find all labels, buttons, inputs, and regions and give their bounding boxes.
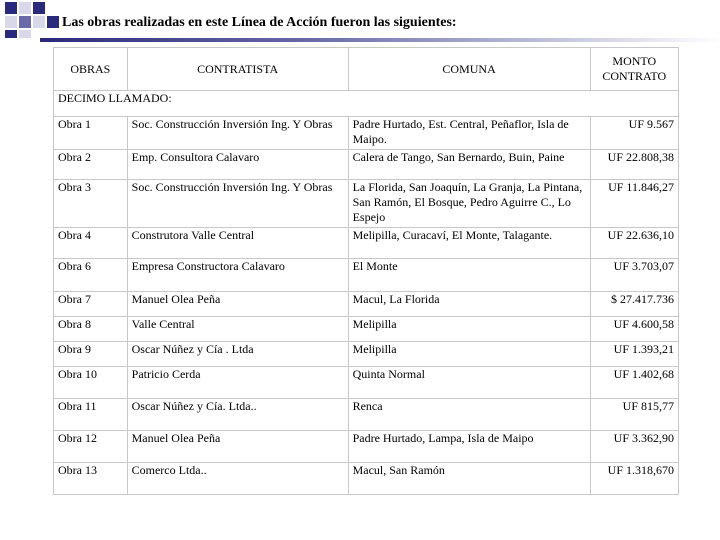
cell-contratista: Oscar Núñez y Cía . Ltda — [127, 342, 348, 367]
cell-contratista: Soc. Construcción Inversión Ing. Y Obras — [127, 117, 348, 150]
cell-contratista: Construtora Valle Central — [127, 228, 348, 259]
cell-obra: Obra 4 — [54, 228, 128, 259]
cell-monto: UF 22.808,38 — [590, 150, 678, 180]
cell-comuna: Macul, La Florida — [348, 292, 590, 317]
cell-contratista: Empresa Constructora Calavaro — [127, 259, 348, 292]
cell-obra: Obra 7 — [54, 292, 128, 317]
table-row — [54, 317, 679, 342]
section-row — [54, 91, 679, 117]
cell-obra: Obra 8 — [54, 317, 128, 342]
section-label: DECIMO LLAMADO: — [54, 91, 679, 117]
table-row — [54, 463, 679, 495]
table-row — [54, 342, 679, 367]
table-row — [54, 431, 679, 463]
cell-comuna: La Florida, San Joaquín, La Granja, La Pintana, San Ramón, El Bosque, Pedro Aguirre C., Lo Espejo — [348, 180, 590, 228]
cell-monto: UF 1.402,68 — [590, 367, 678, 399]
cell-monto: $ 27.417.736 — [590, 292, 678, 317]
cell-comuna: Melipilla, Curacaví, El Monte, Talagante. — [348, 228, 590, 259]
cell-comuna: Padre Hurtado, Est. Central, Peñaflor, Isla de Maipo. — [348, 117, 590, 150]
cell-comuna: Padre Hurtado, Lampa, Isla de Maipo — [348, 431, 590, 463]
table-row — [54, 367, 679, 399]
deco-square — [5, 2, 17, 14]
works-table — [53, 47, 679, 495]
cell-obra: Obra 6 — [54, 259, 128, 292]
cell-comuna: Renca — [348, 399, 590, 431]
cell-monto: UF 3.703,07 — [590, 259, 678, 292]
deco-square — [19, 30, 31, 38]
cell-obra: Obra 1 — [54, 117, 128, 150]
title-underline — [40, 38, 720, 42]
header-contratista: CONTRATISTA — [127, 48, 348, 91]
table-row — [54, 259, 679, 292]
cell-contratista: Patricio Cerda — [127, 367, 348, 399]
cell-obra: Obra 12 — [54, 431, 128, 463]
cell-obra: Obra 11 — [54, 399, 128, 431]
header-monto-line2: CONTRATO — [602, 69, 667, 83]
table-row — [54, 399, 679, 431]
cell-contratista: Comerco Ltda.. — [127, 463, 348, 495]
cell-contratista: Soc. Construcción Inversión Ing. Y Obras — [127, 180, 348, 228]
cell-obra: Obra 3 — [54, 180, 128, 228]
cell-comuna: El Monte — [348, 259, 590, 292]
table-row — [54, 292, 679, 317]
cell-contratista: Valle Central — [127, 317, 348, 342]
cell-comuna: Calera de Tango, San Bernardo, Buin, Paine — [348, 150, 590, 180]
cell-contratista: Manuel Olea Peña — [127, 431, 348, 463]
table-row — [54, 180, 679, 228]
table-row — [54, 228, 679, 259]
deco-square — [47, 16, 59, 28]
cell-monto: UF 22.636,10 — [590, 228, 678, 259]
table-header-row — [54, 48, 679, 91]
cell-contratista: Emp. Consultora Calavaro — [127, 150, 348, 180]
deco-square — [19, 2, 31, 14]
cell-obra: Obra 9 — [54, 342, 128, 367]
deco-square — [19, 16, 31, 28]
table-row — [54, 117, 679, 150]
table-row — [54, 150, 679, 180]
deco-square — [33, 2, 45, 14]
deco-square — [5, 16, 17, 28]
cell-contratista: Oscar Núñez y Cía. Ltda.. — [127, 399, 348, 431]
cell-monto: UF 3.362,90 — [590, 431, 678, 463]
deco-square — [5, 30, 17, 38]
header-monto — [590, 48, 678, 91]
cell-comuna: Melipilla — [348, 342, 590, 367]
header-obras: OBRAS — [54, 48, 128, 91]
cell-monto: UF 1.318,670 — [590, 463, 678, 495]
cell-monto: UF 815,77 — [590, 399, 678, 431]
cell-monto: UF 9.567 — [590, 117, 678, 150]
cell-comuna: Quinta Normal — [348, 367, 590, 399]
cell-comuna: Melipilla — [348, 317, 590, 342]
cell-monto: UF 4.600,58 — [590, 317, 678, 342]
cell-comuna: Macul, San Ramón — [348, 463, 590, 495]
deco-square — [33, 16, 45, 28]
cell-obra: Obra 13 — [54, 463, 128, 495]
cell-monto: UF 11.846,27 — [590, 180, 678, 228]
cell-obra: Obra 10 — [54, 367, 128, 399]
header-monto-line1: MONTO — [612, 54, 657, 68]
cell-contratista: Manuel Olea Peña — [127, 292, 348, 317]
cell-obra: Obra 2 — [54, 150, 128, 180]
page-title: Las obras realizadas en este Línea de Acción fueron las siguientes: — [62, 15, 457, 30]
header-comuna: COMUNA — [348, 48, 590, 91]
cell-monto: UF 1.393,21 — [590, 342, 678, 367]
